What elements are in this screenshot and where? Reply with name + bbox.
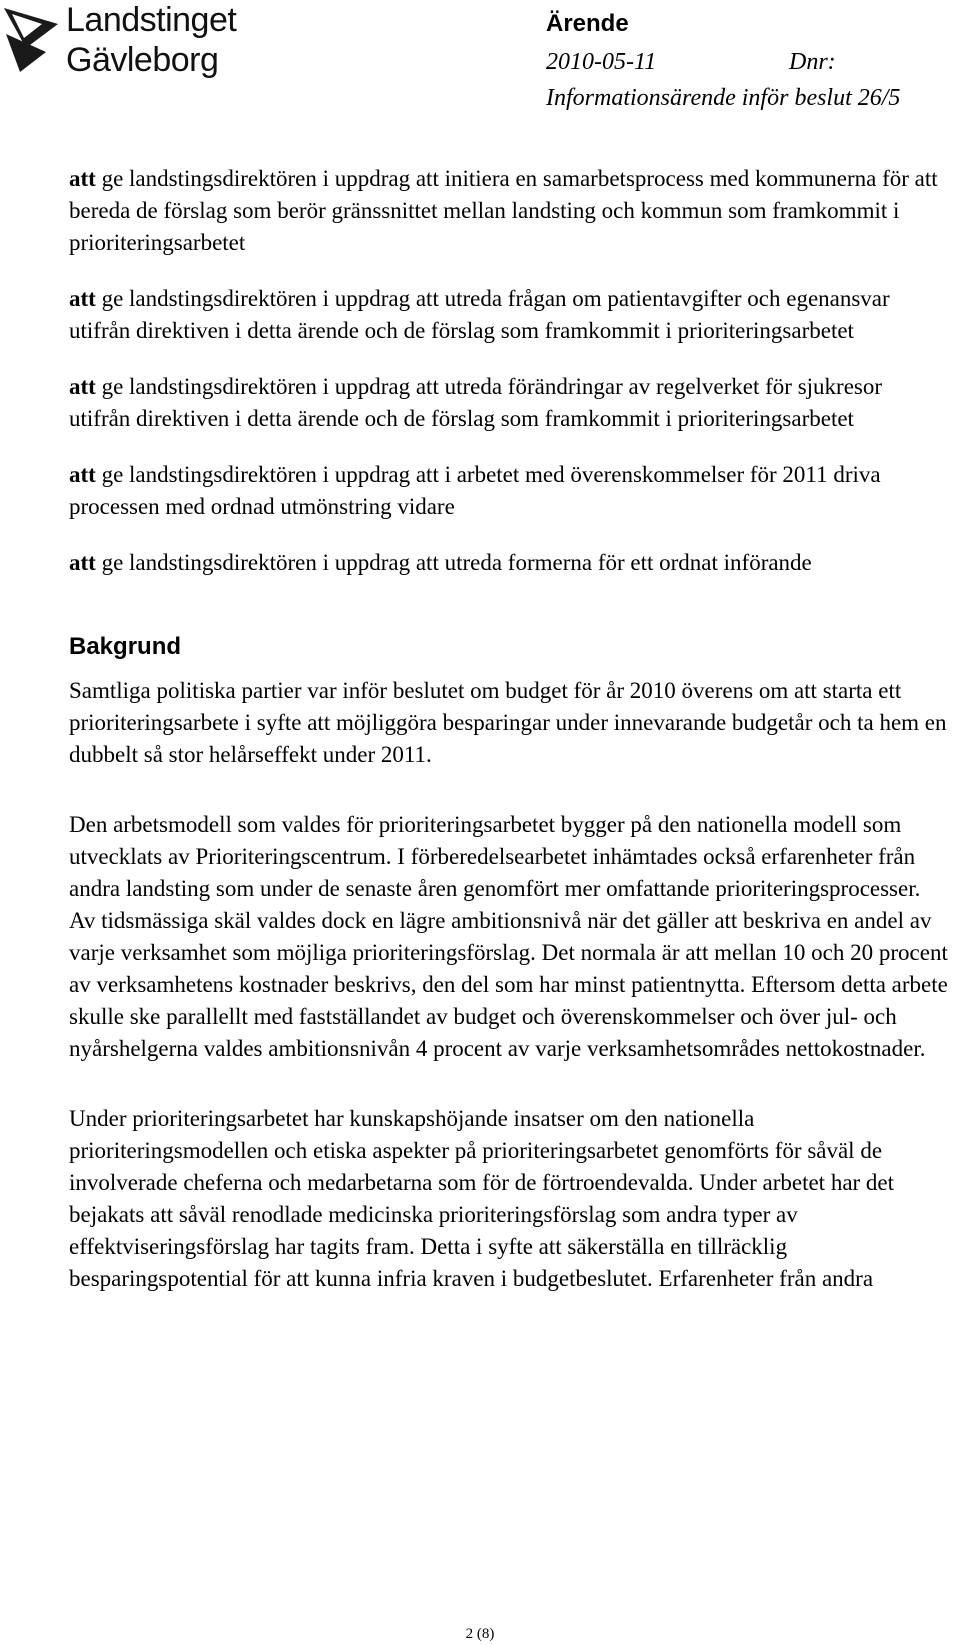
att-keyword: att (69, 286, 96, 311)
page-number: 2 (8) (465, 1626, 495, 1642)
logo-line-2: Gävleborg (66, 41, 219, 79)
logo (0, 0, 270, 90)
document-type: Ärende (546, 10, 629, 37)
att-text: ge landstingsdirektören i uppdrag att i arbetet med överenskommelser för 2011 driva processen med ordnad utmönstring vidare (69, 462, 881, 519)
att-text: ge landstingsdirektören i uppdrag att utreda förändringar av regelverket för sjukresor utifrån direktiven i detta ärende och de förslag som framkommit i prioriteringsarbetet (69, 374, 883, 431)
document-date: 2010-05-11 (546, 49, 657, 75)
att-item-2 (69, 283, 949, 347)
att-text: ge landstingsdirektören i uppdrag att utreda frågan om patientavgifter och egenansvar utifrån direktiven i detta ärende och de förslag som framkommit i prioriteringsarbetet (69, 286, 890, 343)
att-item-4 (69, 459, 949, 523)
att-text: ge landstingsdirektören i uppdrag att utreda formerna för ett ordnat införande (95, 550, 812, 575)
att-item-1 (69, 163, 949, 259)
att-keyword: att (69, 462, 96, 487)
att-keyword: att (69, 374, 96, 399)
logo-line-1: Landstinget (66, 1, 237, 39)
section-heading: Bakgrund (69, 633, 182, 660)
paragraph-2: Den arbetsmodell som valdes för prioriteringsarbetet bygger på den nationella modell som utvecklats av Prioriteringscentrum. I förberedelsearbetet inhämtades också erfarenheter från andra landsting som under de senaste åren genomfört mer omfattande prioriteringsprocesser. Av tidsmässiga skäl valdes dock en lägre ambitionsnivå när det gäller att beskriva en andel av varje verksamhet som möjliga prioriteringsförslag. Det normala är att mellan 10 och 20 procent av verksamhetens kostnader beskrivs, den del som har minst patientnytta. Eftersom detta arbete skulle ske parallellt med fastställandet av budget och överenskommelser och över jul- och nyårshelgerna valdes ambitionsnivån 4 procent av varje verksamhetsområdes nettokostnader. (69, 812, 948, 1061)
paragraph-1: Samtliga politiska partier var inför beslutet om budget för år 2010 överens om att starta ett prioriteringsarbete i syfte att möjliggöra besparingar under innevarande budgetår och ta hem en dubbelt så stor helårseffekt under 2011. (69, 678, 947, 767)
att-keyword: att (69, 166, 96, 191)
att-keyword: att (69, 550, 96, 575)
paragraph-3: Under prioriteringsarbetet har kunskapshöjande insatser om den nationella prioriteringsmodellen och etiska aspekter på prioriteringsarbetet genomförts för såväl de involverade cheferna och medarbetarna som för de förtroendevalda. Under arbetet har det bejakats att såväl renodlade medicinska prioriteringsförslag som andra typer av effektviseringsförslag har tagits fram. Detta i syfte att säkerställa en tillräcklig besparingspotential för att kunna infria kraven i budgetbeslutet. Erfarenheter från andra (69, 1106, 895, 1291)
att-item-5 (69, 547, 949, 579)
dnr-label: Dnr: (789, 49, 836, 75)
document-body (69, 163, 949, 1333)
att-item-3 (69, 371, 949, 435)
att-text: ge landstingsdirektören i uppdrag att initiera en samarbetsprocess med kommunerna för att bereda de förslag som berör gränssnittet mellan landsting och kommun som framkommit i prioriteringsarbetet (69, 166, 938, 255)
landstinget-triangles-icon (2, 4, 60, 74)
document-subject: Informationsärende inför beslut 26/5 (546, 85, 901, 111)
